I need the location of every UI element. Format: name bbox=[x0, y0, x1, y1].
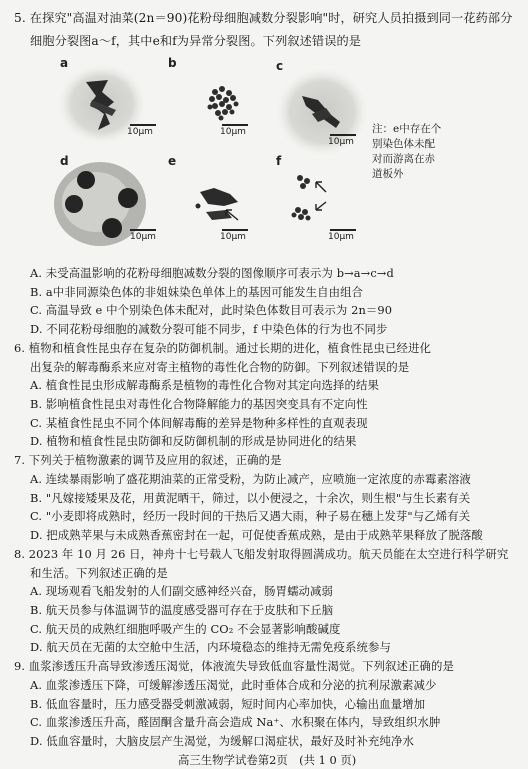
q7-option-b: B. "凡嫁接矮果及花，用黄泥晒干，筛过，以小便浸之，十余次，则生根"与生长素有关 bbox=[30, 490, 471, 505]
scale-label-a: 10μm bbox=[127, 127, 153, 137]
q7-option-a: A. 连续暴雨影响了盛花期油菜的正常受粉，为防止减产，应喷施一定浓度的赤霉素溶液 bbox=[30, 471, 471, 486]
scale-bar-b bbox=[222, 124, 248, 126]
scale-label-d: 10μm bbox=[130, 232, 156, 242]
panel-label-d: d bbox=[60, 154, 69, 168]
q7-option-c: C. "小麦即将成熟时，经历一段时间的干热后又遇大雨，种子易在穗上发芽"与乙烯有关 bbox=[30, 509, 471, 524]
cell-b-image bbox=[208, 86, 239, 121]
q9-option-c: C. 血浆渗透压升高，醛固酮含量升高会造成 Na⁺、水积聚在体内，导致组织水肿 bbox=[30, 715, 441, 730]
scale-bar-f bbox=[330, 229, 356, 231]
q8-stem-line-1: 8. 2023 年 10 月 26 日，神舟十七号载人飞船发射取得圆满成功。航天员能在太空进行科学研究 bbox=[14, 546, 509, 561]
q8-option-d: D. 航天员在无菌的太空舱中生活，内环境稳态的维持无需免疫系统参与 bbox=[30, 640, 391, 655]
scale-bar-d bbox=[130, 229, 156, 231]
q6-option-a: A. 植食性昆虫形成解毒酶系是植物的毒性化合物对其定向选择的结果 bbox=[30, 378, 379, 393]
cell-f-image bbox=[292, 175, 327, 221]
q5-option-a: A. 未受高温影响的花粉母细胞减数分裂的图像顺序可表示为 b→a→c→d bbox=[30, 266, 394, 280]
scale-bar-a bbox=[130, 124, 156, 126]
q8-option-b: B. 航天员参与体温调节的温度感受器可存在于皮肤和下丘脑 bbox=[30, 602, 334, 617]
q8-option-a: A. 现场观看飞船发射的人们副交感神经兴奋，肠胃蠕动减弱 bbox=[30, 584, 334, 599]
panel-label-c: c bbox=[276, 59, 284, 73]
micrograph-figure bbox=[0, 52, 528, 267]
q8-stem-line-2: 和生活。下列叙述正确的是 bbox=[30, 565, 168, 580]
panel-label-e: e bbox=[168, 154, 177, 168]
q9-option-d: D. 低血容量时，大脑皮层产生渴觉，为缓解口渴症状，最好及时补充纯净水 bbox=[30, 734, 414, 748]
q9-option-a: A. 血浆渗透压下降，可缓解渗透压渴觉，此时垂体合成和分泌的抗利尿激素减少 bbox=[30, 677, 437, 692]
q5-option-c: C. 高温导致 e 中个别染色体未配对，此时染色体数目可表示为 2n＝90 bbox=[30, 303, 393, 318]
q5-stem-line-2: 细胞分裂图a～f，其中e和f为异常分裂图。下列叙述错误的是 bbox=[30, 34, 362, 48]
scale-label-c: 10μm bbox=[328, 137, 354, 147]
q6-option-b: B. 影响植食性昆虫对毒性化合物降解能力的基因突变具有不定向性 bbox=[30, 397, 368, 412]
q5-option-b: B. a中非同源染色体的非姐妹染色单体上的基因可能发生自由组合 bbox=[30, 284, 364, 299]
scale-label-b: 10μm bbox=[220, 127, 246, 137]
q5-option-d: D. 不同花粉母细胞的减数分裂可能不同步，f 中染色体的行为也不同步 bbox=[30, 322, 388, 337]
q7-stem: 7. 下列关于植物激素的调节及应用的叙述，正确的是 bbox=[14, 453, 282, 468]
q5-stem-line-1: 5. 在探究"高温对油菜(2n＝90)花粉母细胞减数分裂影响"时，研究人员拍摄到同一花药部分 bbox=[14, 11, 513, 25]
cell-e-image bbox=[196, 188, 239, 220]
q7-option-d: D. 把成熟苹果与未成熟香蕉密封在一起，可促使香蕉成熟，是由于成熟苹果释放了脱落酸 bbox=[30, 528, 483, 543]
figure-note-line-2: 别染色体未配 bbox=[372, 138, 435, 150]
scale-bar-e bbox=[222, 229, 248, 231]
q9-stem: 9. 血浆渗透压升高导致渗透压渴觉，体液流失导致低血容量性渴觉。下列叙述正确的是 bbox=[14, 659, 454, 674]
scale-label-e: 10μm bbox=[220, 232, 246, 242]
scale-bar-c bbox=[330, 134, 356, 136]
panel-label-b: b bbox=[168, 56, 177, 70]
q8-option-c: C. 航天员的成熟红细胞呼吸产生的 CO₂ 不会显著影响酸碱度 bbox=[30, 621, 341, 636]
figure-note bbox=[372, 122, 441, 182]
page-footer: 高三生物学试卷第2页 (共 1 0 页) bbox=[178, 752, 357, 767]
q6-stem-line-1: 6. 植物和植食性昆虫存在复杂的防御机制。通过长期的进化，植食性昆虫已经进化 bbox=[14, 340, 431, 355]
panel-label-a: a bbox=[60, 56, 69, 70]
q6-option-c: C. 某植食性昆虫不同个体间解毒酶的差异是物种多样性的直观表现 bbox=[30, 415, 368, 430]
cell-c-image bbox=[276, 68, 368, 156]
figure-note-line-4: 道板外 bbox=[372, 168, 404, 180]
q9-option-b: B. 低血容量时，压力感受器受刺激减弱，短时间内心率加快，心输出血量增加 bbox=[30, 696, 426, 711]
panel-label-f: f bbox=[276, 154, 282, 168]
scale-label-f: 10μm bbox=[328, 232, 354, 242]
figure-note-line-3: 对而游离在赤 bbox=[372, 153, 435, 165]
q6-stem-line-2: 出复杂的解毒酶系来应对寄主植物的毒性化合物的防御。下列叙述错误的是 bbox=[30, 359, 410, 374]
q6-option-d: D. 植物和植食性昆虫防御和反防御机制的形成是协同进化的结果 bbox=[30, 434, 357, 449]
figure-note-line-1: 注：e中存在个 bbox=[372, 123, 442, 135]
